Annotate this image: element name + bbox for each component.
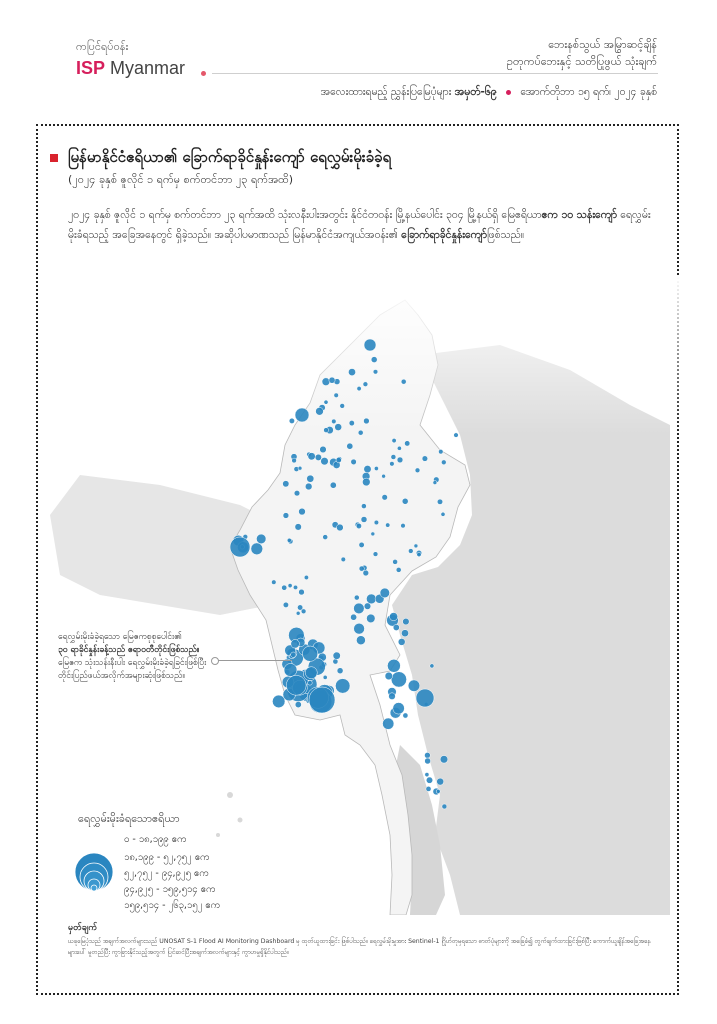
flood-bubble	[391, 672, 406, 687]
flood-bubble	[437, 778, 444, 785]
flood-bubble	[299, 508, 306, 515]
flood-bubble	[373, 370, 378, 375]
summary-part-1: ၂၀၂၄ ခုနှစ် ဇူလိုင် ၁ ရက်မှ စက်တင်ဘာ ၂၃ ရက်အထိ သုံးလနီးပါးအတွင်း နိုင်ငံတဝန်း မြို့နယ်ပေါင်း ၃၀၄ မြို့နယ်ရှိ မြေဧရိယာ	[68, 209, 542, 221]
flood-bubble	[283, 602, 288, 607]
flood-bubble	[425, 758, 431, 764]
flood-bubble	[354, 623, 365, 634]
legend-circle-1	[91, 885, 97, 891]
flood-bubble	[442, 804, 447, 809]
flood-bubble	[322, 378, 330, 386]
flood-bubble	[283, 513, 289, 519]
legend-circles	[70, 828, 120, 898]
reference-dot	[506, 90, 511, 95]
flood-bubble	[382, 474, 386, 478]
flood-bubble	[324, 428, 329, 433]
flood-bubble	[323, 535, 328, 540]
flood-bubble	[298, 466, 302, 470]
flood-bubble	[403, 618, 410, 625]
flood-bubble	[332, 419, 337, 424]
flood-bubble	[354, 603, 365, 614]
flood-bubble	[308, 453, 315, 460]
reference-prefix: အလေးထားရမည့် ညွှန်းပြမြေပုံများ	[320, 86, 452, 98]
legend-item-1: ၀ - ၁၈,၁၉၉ ဧက	[124, 834, 187, 845]
flood-bubble	[408, 680, 420, 692]
flood-bubble	[359, 542, 364, 547]
flood-bubble	[335, 679, 350, 694]
flood-bubble	[401, 630, 408, 637]
flood-bubble	[386, 523, 390, 527]
flood-bubble	[391, 455, 396, 460]
flood-bubble	[295, 702, 301, 708]
header-divider	[212, 73, 658, 74]
reference-number: အမှတ်-၆၉	[454, 86, 497, 98]
series-subtitle: ဥတုကပ်ဘေးနှင့် သတိပြုဖွယ် သုံးချက်	[506, 55, 657, 68]
flood-bubble	[308, 681, 313, 686]
flood-bubble	[333, 659, 338, 664]
flood-bubble	[335, 424, 342, 431]
flood-bubble	[425, 752, 431, 758]
flood-bubble	[348, 369, 355, 376]
flood-bubble	[408, 549, 413, 554]
flood-bubble	[349, 420, 354, 425]
flood-bubble	[336, 457, 341, 462]
summary-highlight-1: ဧက ၁၀ သန်းကျော်	[541, 209, 617, 221]
flood-bubble	[357, 386, 361, 390]
flood-bubble	[440, 756, 448, 764]
flood-bubble	[393, 703, 405, 715]
flood-bubble	[256, 534, 266, 544]
flood-bubble	[354, 595, 359, 600]
flood-bubble	[364, 418, 370, 424]
flood-bubble	[305, 483, 312, 490]
flood-bubble	[302, 646, 317, 661]
flood-bubble	[287, 538, 291, 542]
flood-bubble	[321, 457, 329, 465]
flood-bubble	[371, 532, 375, 536]
flood-bubble	[337, 524, 344, 531]
flood-bubble	[364, 339, 376, 351]
flood-bubble	[324, 400, 328, 404]
reference-line	[320, 86, 657, 101]
flood-bubble	[363, 382, 368, 387]
title-text: မြန်မာနိုင်ငံဧရိယာ၏ ခြောက်ရာခိုင်နှုန်းကျော် ရေလွှမ်းမိုးခံခဲ့ရ	[68, 148, 392, 166]
flood-bubble	[389, 693, 396, 700]
flood-bubble	[382, 495, 388, 501]
flood-bubble	[401, 523, 406, 528]
flood-bubble	[358, 430, 363, 435]
flood-bubble	[296, 611, 300, 615]
flood-bubble	[356, 636, 365, 645]
summary-part-2: ရေလွှမ်းမိုးခံရသည့် အခြေအနေတွင် ရှိခဲ့သည်။ အဆိုပါပမာဏသည် မြန်မာနိုင်ငံအကျယ်အဝန်း၏	[68, 209, 651, 241]
callout-leader	[214, 660, 292, 661]
flood-bubble	[367, 614, 376, 623]
flood-bubble	[351, 459, 357, 465]
flood-bubble	[415, 468, 420, 473]
flood-bubble	[430, 664, 434, 668]
flood-bubble	[295, 524, 302, 531]
flood-bubble	[433, 481, 437, 485]
flood-bubble	[371, 357, 377, 363]
flood-bubble	[373, 552, 378, 557]
brand-logo	[76, 58, 185, 79]
flood-bubble	[401, 379, 406, 384]
flood-bubble	[436, 789, 440, 793]
flood-bubble	[416, 689, 434, 707]
page-header	[0, 0, 717, 112]
legend-title: ရေလွှမ်းမိုးခံရသောဧရိယာ	[78, 812, 180, 825]
flood-bubble	[441, 512, 445, 516]
flood-bubble	[291, 652, 296, 657]
flood-bubble	[402, 498, 408, 504]
notes-title: မှတ်ချက်	[68, 923, 98, 933]
flood-bubble	[356, 523, 361, 528]
legend-item-3: ၅၂,၇၅၂ - ၉၄,၉၂၅ ဧက	[124, 868, 209, 879]
flood-bubble	[251, 543, 263, 555]
page-subtitle: (၂၀၂၄ ခုနှစ် ဇူလိုင် ၁ ရက်မှ စက်တင်ဘာ ၂၃ ရက်အထိ)	[68, 173, 294, 186]
flood-bubble	[397, 457, 403, 463]
flood-bubble	[414, 544, 418, 548]
flood-bubble	[341, 557, 346, 562]
flood-bubble	[364, 603, 371, 610]
title-marker	[50, 154, 58, 162]
notes-text: ယခုမြေပုံသည် အချက်အလက်များသည် UNOSAT S-1 Flood AI Monitoring Dashboard မှ ထုတ်ယူထားခြင်း ဖြစ်ပါသည်။ ရေလွှမ်းမိုးမှုအား Sentinel-1 ဂြိုဟ်တုမှရသော ဓာတ်ပုံများကို အခြေခံ၍ တွက်ချက်ထားခြင်းဖြစ်ပြီး ကောက်ယူချိန်အခြေအနေများပေါ် မူတည်ပြီး ကွာခြားနိုင်သည့်အတွက် ပြင်ဆင်ပြီးအချက်အလက်များနှင့် ကွာဟမှုရှိနိုင်ပါသည်။	[68, 938, 651, 956]
summary-highlight-2: ခြောက်ရာခိုင်နှုန်းကျော်	[401, 229, 487, 241]
flood-bubble	[329, 377, 335, 383]
flood-bubble	[284, 664, 297, 677]
flood-bubble	[315, 454, 321, 460]
brand-tagline: ကပြင်ရပ်ဝန်း	[76, 40, 129, 53]
flood-bubble	[316, 407, 324, 415]
flood-bubble	[283, 481, 289, 487]
flood-bubble	[454, 433, 459, 438]
flood-bubble	[286, 675, 306, 695]
flood-bubble	[361, 504, 366, 509]
flood-bubble	[425, 773, 429, 777]
flood-bubble	[299, 589, 305, 595]
flood-bubble	[351, 614, 357, 620]
flood-bubble	[422, 456, 428, 462]
flood-bubble	[282, 585, 287, 590]
summary-paragraph	[68, 205, 654, 245]
brand-dot	[201, 71, 206, 76]
flood-bubble	[330, 482, 336, 488]
flood-bubble	[397, 446, 401, 450]
brand-name: Myanmar	[105, 58, 186, 78]
legend-item-5: ၁၅၉,၅၁၄ - ၂၆၃,၁၅၂ ဧက	[124, 900, 220, 911]
flood-bubble	[393, 624, 399, 630]
flood-bubble	[288, 584, 292, 588]
flood-bubble	[294, 490, 300, 496]
flood-bubble	[340, 404, 345, 409]
flood-bubble	[374, 466, 378, 470]
flood-bubble	[363, 570, 369, 576]
flood-bubble	[304, 575, 308, 579]
flood-bubble	[385, 672, 393, 680]
flood-bubble	[295, 408, 309, 422]
series-title: ဘေးနစ်သွယ် အမြွာဆင့်ချိန်	[548, 38, 657, 51]
callout-line-4: တိုင်းပြည်ဖယ်အလိုက်အများဆုံးဖြစ်သည်။	[58, 671, 185, 681]
flood-bubble	[337, 668, 343, 674]
flood-bubble	[390, 462, 395, 467]
flood-bubble	[307, 475, 314, 482]
flood-bubble	[426, 786, 431, 791]
callout-line-1: ရေလွှမ်းမိုးခံခဲ့ရသော မြေဧကစုစုပေါင်း၏	[58, 632, 182, 642]
flood-bubble	[347, 443, 353, 449]
callout-line-2: ၃၀ ရာခိုင်နှုန်းခန့်သည် ဧရာဝတီတိုင်းဖြစ်သည်။	[58, 645, 200, 655]
flood-bubble	[230, 537, 250, 557]
flood-bubble	[272, 580, 277, 585]
legend-item-2: ၁၈,၁၉၉ - ၅၂,၇၅၂ ဧက	[124, 852, 210, 863]
flood-bubble	[323, 675, 327, 679]
page-title	[50, 148, 391, 170]
flood-bubble	[390, 613, 398, 621]
flood-bubble	[380, 588, 390, 598]
flood-bubble	[305, 667, 317, 679]
flood-bubble	[392, 438, 396, 442]
flood-bubble	[439, 449, 444, 454]
ayeyarwady-callout	[58, 631, 218, 683]
callout-line-3: မြေဧက သုံးသန်းနီးပါး ရေလွှမ်းမိုးခံခဲ့ရခြင်းဖြစ်ပြီး	[58, 658, 207, 668]
flood-bubble	[362, 478, 370, 486]
flood-bubble	[398, 638, 405, 645]
flood-bubble	[359, 566, 364, 571]
callout-anchor	[211, 657, 219, 665]
flood-bubble	[334, 393, 339, 398]
flood-bubble	[393, 559, 398, 564]
reference-date: အောက်တိုဘာ ၁၅ ရက်၊ ၂၀၂၄ ခုနှစ်	[520, 86, 657, 98]
flood-bubble	[383, 718, 394, 729]
flood-bubble	[396, 567, 401, 572]
flood-bubble	[437, 499, 442, 504]
flood-bubble	[297, 605, 302, 610]
flood-bubble	[293, 585, 297, 589]
flood-bubble	[364, 465, 371, 472]
flood-bubble	[387, 659, 400, 672]
summary-part-3: ဖြစ်သည်။	[486, 229, 525, 241]
flood-bubble	[292, 458, 297, 463]
flood-bubble	[272, 695, 285, 708]
flood-bubble	[361, 517, 367, 523]
flood-bubble	[291, 640, 300, 649]
flood-bubble	[289, 418, 294, 423]
flood-bubble	[403, 713, 408, 718]
flood-bubble	[374, 520, 379, 525]
flood-bubble	[426, 777, 432, 783]
flood-bubble	[441, 460, 446, 465]
flood-bubble	[366, 594, 376, 604]
legend-item-4: ၉၄,၉၂၅ - ၁၅၉,၅၁၄ ဧက	[124, 884, 216, 895]
flood-bubble	[417, 552, 421, 556]
flood-bubble	[309, 687, 335, 713]
flood-bubble	[405, 441, 410, 446]
flood-bubble	[333, 652, 340, 659]
brand-isp: ISP	[76, 58, 106, 78]
flood-bubble	[320, 446, 327, 453]
